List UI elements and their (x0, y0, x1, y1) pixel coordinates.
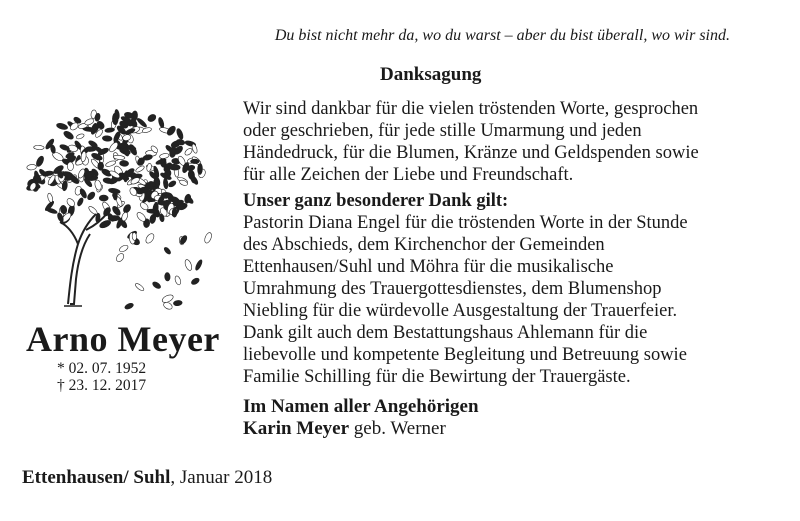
deceased-name: Arno Meyer (26, 319, 220, 359)
leaf-shape (132, 232, 137, 240)
leaf-shape (88, 205, 99, 216)
thanks-paragraph (243, 190, 783, 388)
leaf-shape (105, 127, 115, 133)
footer-date: , Januar 2018 (170, 467, 273, 488)
leaf-shape (172, 208, 177, 217)
closing-signature (243, 396, 479, 440)
thanks-line: Umrahmung des Trauergottesdienstes, dem Blumenshop (243, 279, 662, 299)
leaf-shape (47, 193, 54, 203)
leaf-shape (108, 188, 120, 195)
leaf-shape (142, 154, 152, 161)
leaf-shape (167, 180, 176, 188)
thanks-line: Niebling für die würdevolle Ausgestaltung der Trauerfeier. (243, 301, 678, 321)
leaf-shape (144, 232, 155, 244)
tree-leaves-icon (20, 94, 220, 316)
motto-text: Du bist nicht mehr da, wo du warst – aber du bist überall, wo wir sind. (274, 27, 730, 44)
leaf-shape (45, 207, 57, 215)
thanks-line: Ettenhausen/Suhl und Möhra für die musikalische (243, 257, 614, 277)
page-title: Danksagung (380, 64, 482, 85)
leaf-shape (119, 160, 128, 167)
leaf-shape (99, 195, 108, 201)
leaf-shape (146, 163, 152, 172)
leaf-shape (173, 300, 182, 306)
leaf-shape (135, 165, 145, 174)
signer-line (243, 418, 479, 440)
leaf-shape (118, 244, 129, 253)
leaf-shape (176, 128, 185, 140)
birth-date: * 02. 07. 1952 (57, 360, 147, 377)
intro-line: für alle Zeichen der Liebe und Freundschaft. (243, 165, 574, 185)
leaf-shape (191, 143, 198, 153)
thanks-line: Familie Schilling für die Bewirtung der Trauergäste. (243, 367, 631, 387)
leaf-shape (97, 162, 103, 171)
leaf-shape (184, 259, 193, 272)
closing-line: Im Namen aller Angehörigen (243, 396, 479, 417)
leaf-shape (34, 145, 45, 150)
leaf-shape (134, 282, 145, 292)
life-dates (57, 360, 146, 394)
leaf-shape (158, 117, 165, 128)
leaf-shape (168, 164, 180, 171)
leaf-shape (27, 164, 37, 170)
leaf-shape (62, 180, 68, 191)
leaf-shape (184, 147, 194, 156)
leaf-shape (115, 252, 125, 263)
leaf-shape (159, 153, 169, 160)
footer-place-date (22, 467, 272, 489)
intro-line: Händedruck, für die Blumen, Kränze und Geldspenden sowie (243, 143, 699, 163)
leaf-shape (56, 122, 68, 130)
leaf-shape (94, 179, 102, 191)
thanks-line: des Abschieds, dem Kirchenchor der Gemeinden (243, 235, 605, 255)
leaf-shape (76, 197, 84, 207)
thanks-line: Dank gilt auch dem Bestattungshaus Ahlemann für die (243, 323, 648, 343)
signer-maiden-name: geb. Werner (349, 418, 446, 439)
leaf-shape (194, 259, 203, 271)
leaf-shape (197, 163, 202, 174)
leaf-shape (124, 302, 134, 310)
leaf-shape (151, 281, 161, 290)
leaf-shape (190, 277, 200, 286)
leaf-shape (59, 143, 70, 151)
signer-name: Karin Meyer (243, 418, 350, 439)
intro-line: Wir sind dankbar für die vielen tröstenden Worte, gesprochen (243, 99, 699, 119)
leaf-shape (76, 133, 85, 140)
leaf-shape (203, 232, 212, 244)
leaf-shape (163, 246, 172, 255)
leaf-shape (191, 159, 200, 163)
leaf-shape (86, 191, 96, 201)
thanks-heading: Unser ganz besonderer Dank gilt: (243, 191, 509, 211)
leaf-shape (121, 211, 129, 221)
leaf-shape (84, 146, 96, 151)
thanks-line: liebevolle und kompetente Begleitung und Betreuung sowie (243, 345, 687, 365)
leaf-shape (118, 143, 128, 148)
leaf-shape (164, 272, 170, 281)
leaf-shape (105, 160, 116, 168)
leaf-shape (102, 135, 112, 141)
leaf-shape (147, 113, 158, 123)
leaf-shape (174, 275, 182, 285)
leaf-shape (62, 130, 74, 141)
death-date: † 23. 12. 2017 (57, 377, 147, 394)
footer-place: Ettenhausen/ Suhl (22, 467, 171, 488)
intro-paragraph (243, 98, 783, 186)
intro-line: oder geschrieben, für jede stille Umarmung und jeden (243, 121, 642, 141)
thanks-line: Pastorin Diana Engel für die tröstenden Worte in der Stunde (243, 213, 688, 233)
leaf-shape (35, 155, 45, 167)
leaf-shape (67, 162, 73, 171)
